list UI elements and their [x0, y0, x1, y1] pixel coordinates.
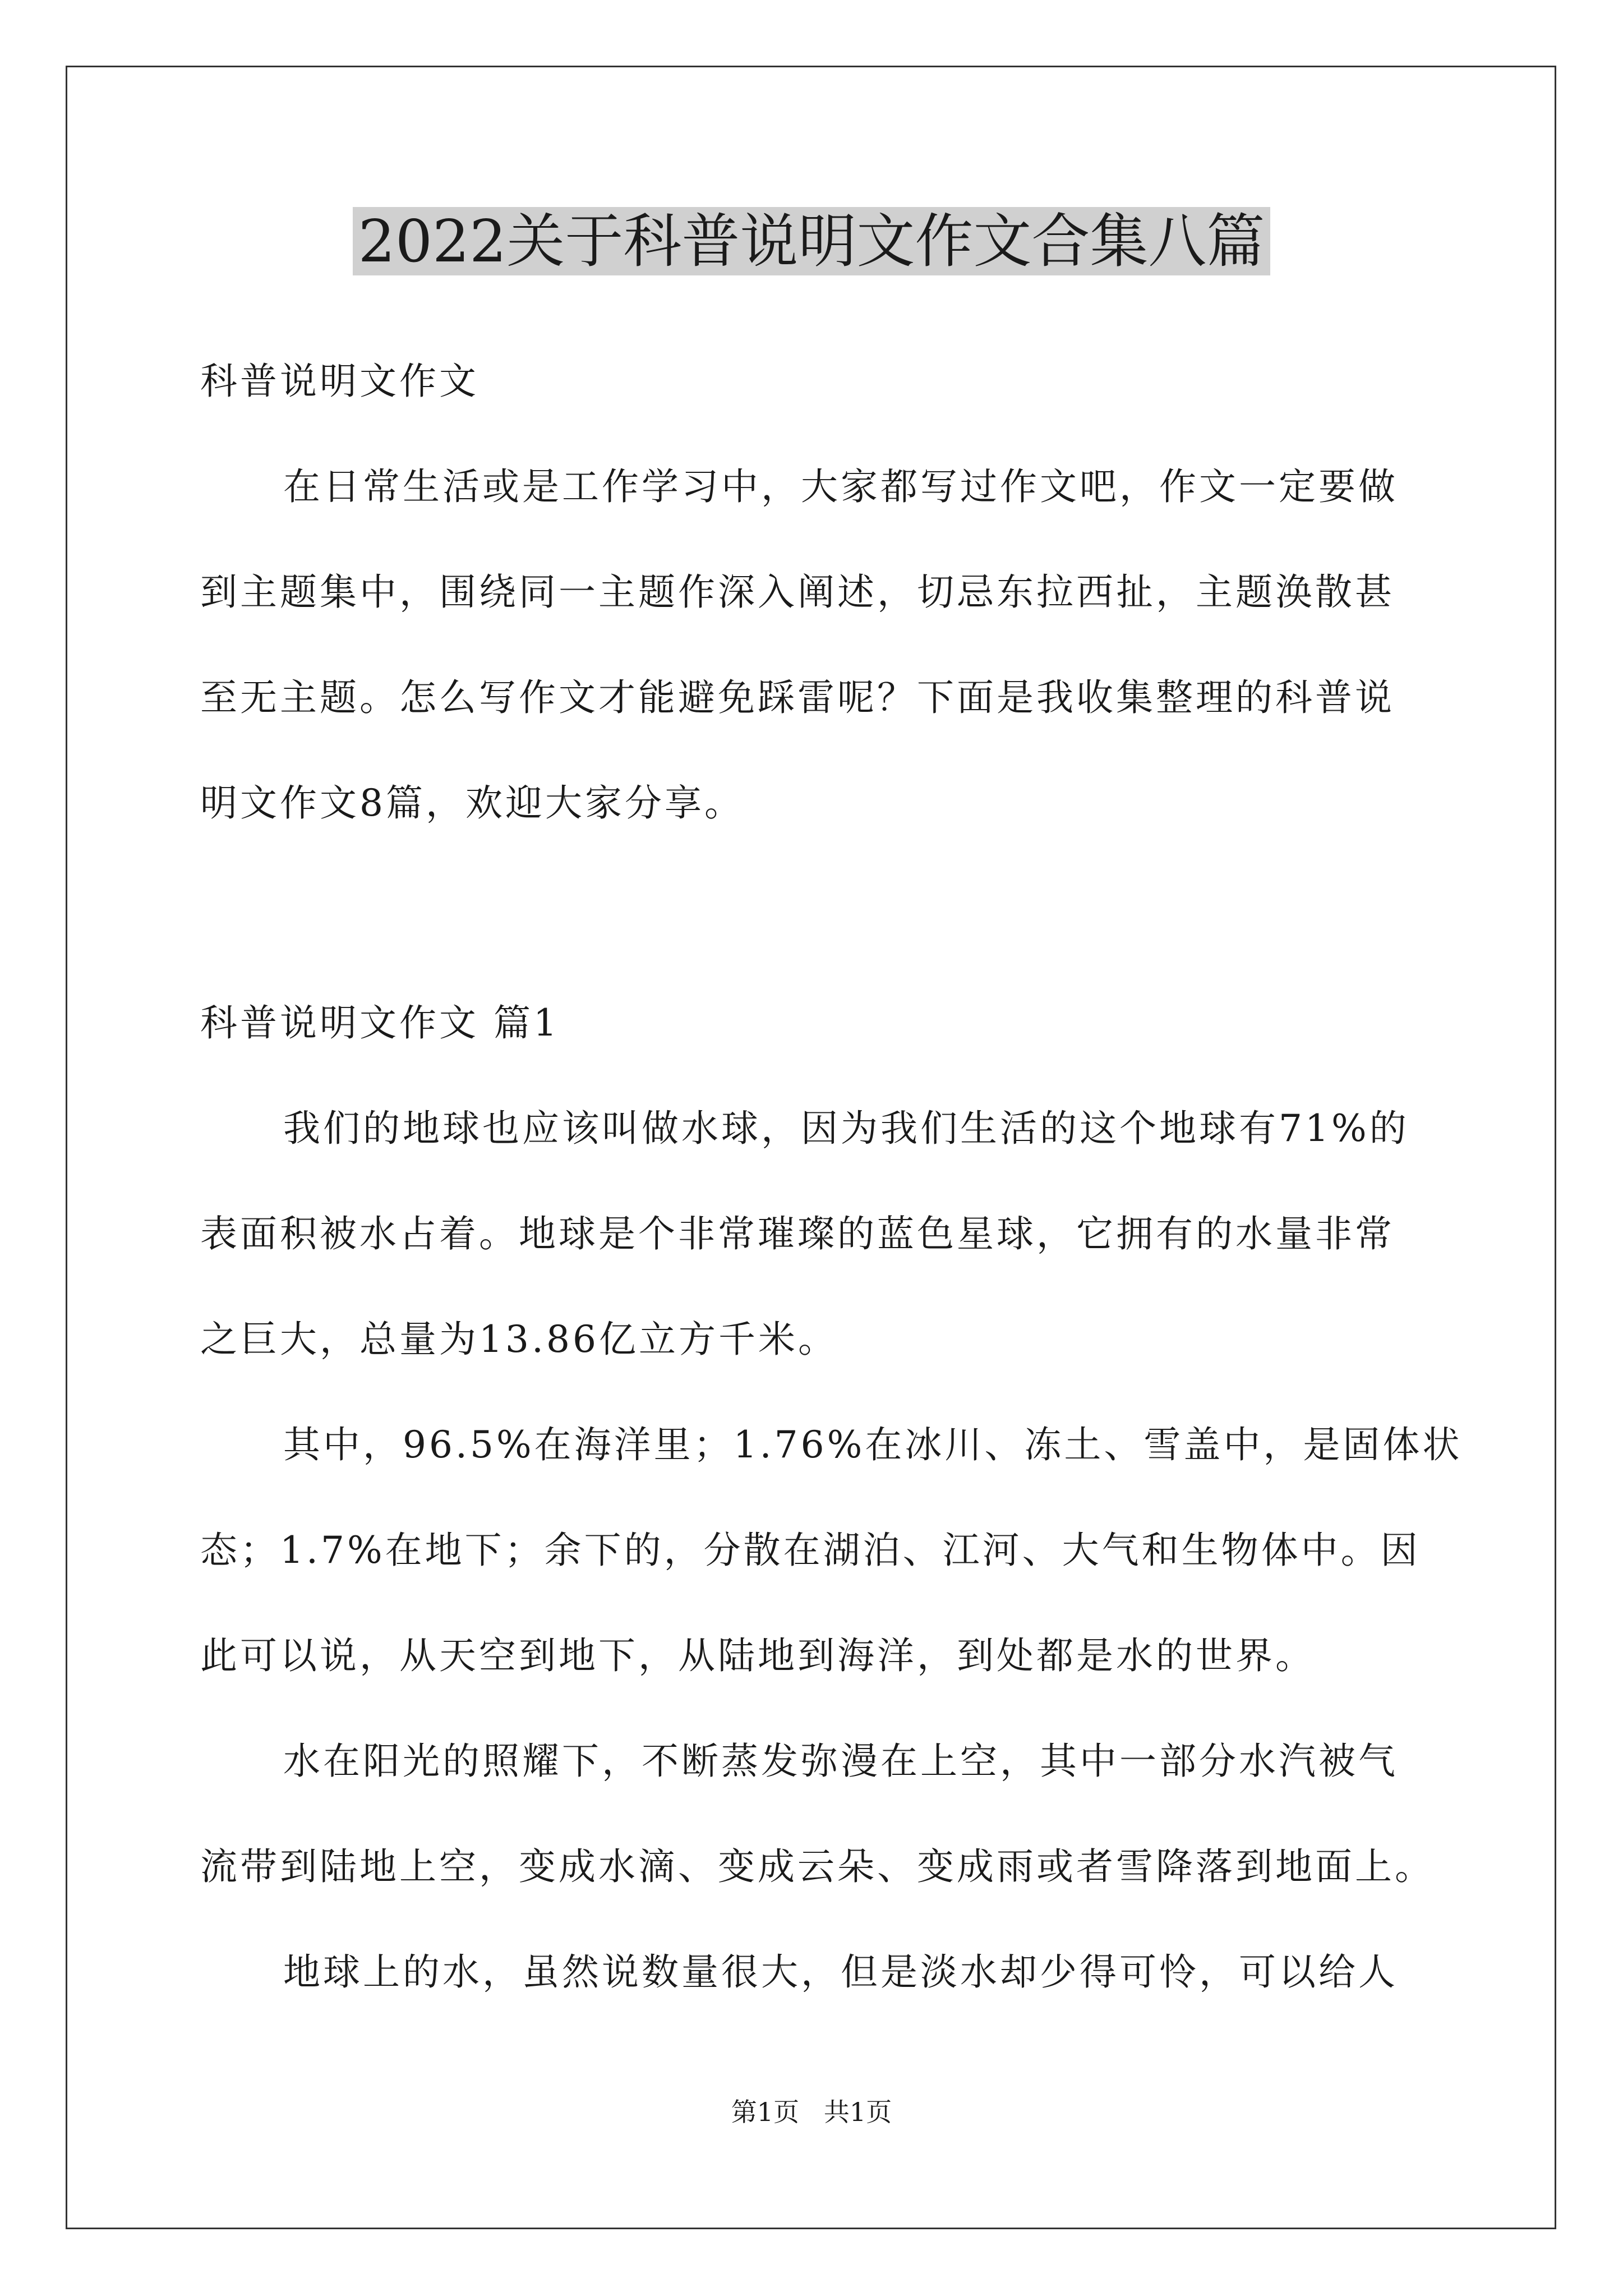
paragraph-line: 水在阳光的照耀下，不断蒸发弥漫在上空，其中一部分水汽被气 — [283, 1740, 1398, 1783]
paragraph-line: 之巨大，总量为13.86亿立方千米。 — [200, 1318, 838, 1361]
page-footer: 第1页 共1页 — [731, 2097, 892, 2127]
document-title-text: 2022关于科普说明文作文合集八篇 — [353, 207, 1271, 275]
intro-line: 到主题集中，围绕同一主题作深入阐述，切忌东拉西扯，主题涣散甚 — [200, 570, 1395, 614]
section-heading: 科普说明文作文 — [200, 360, 479, 403]
article-heading: 科普说明文作文 篇1 — [200, 1001, 560, 1045]
paragraph-line: 表面积被水占着。地球是个非常璀璨的蓝色星球，它拥有的水量非常 — [200, 1212, 1395, 1255]
paragraph-line: 此可以说，从天空到地下，从陆地到海洋，到处都是水的世界。 — [200, 1634, 1315, 1677]
intro-line: 在日常生活或是工作学习中，大家都写过作文吧，作文一定要做 — [283, 465, 1398, 508]
paragraph-line: 我们的地球也应该叫做水球，因为我们生活的这个地球有71%的 — [283, 1107, 1409, 1150]
paragraph-line: 地球上的水，虽然说数量很大，但是淡水却少得可怜，可以给人 — [283, 1950, 1398, 1994]
intro-line: 明文作文8篇，欢迎大家分享。 — [200, 781, 744, 825]
intro-line: 至无主题。怎么写作文才能避免踩雷呢？下面是我收集整理的科普说 — [200, 676, 1395, 719]
paragraph-line: 其中，96.5%在海洋里；1.76%在冰川、冻土、雪盖中，是固体状 — [283, 1423, 1463, 1466]
document-title — [0, 199, 1623, 283]
paragraph-line: 态；1.7%在地下；余下的，分散在湖泊、江河、大气和生物体中。因 — [200, 1529, 1421, 1572]
paragraph-line: 流带到陆地上空，变成水滴、变成云朵、变成雨或者雪降落到地面上。 — [200, 1845, 1435, 1888]
